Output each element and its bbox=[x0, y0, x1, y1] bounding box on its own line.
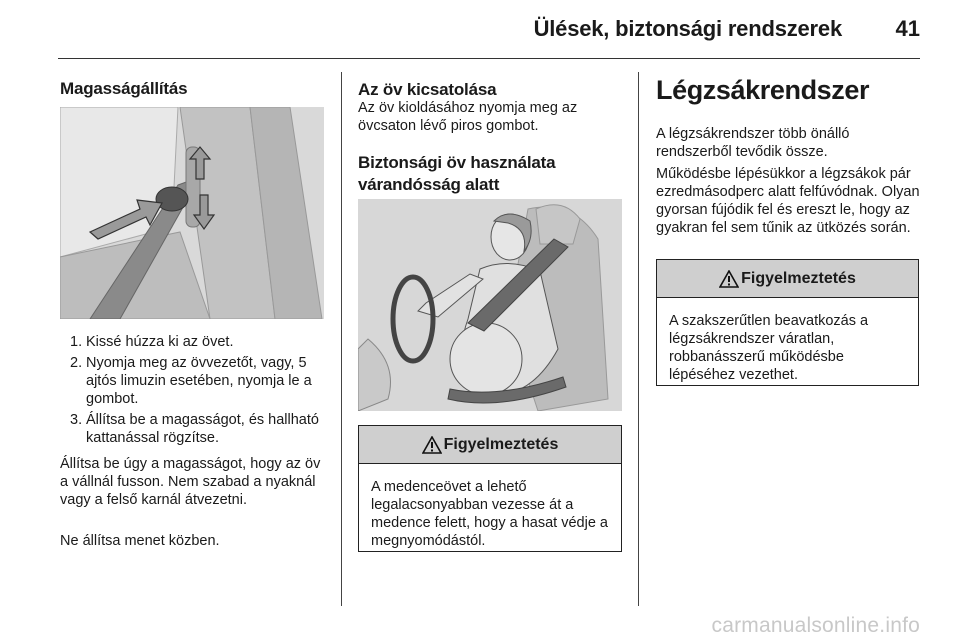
site-watermark: carmanualsonline.info bbox=[711, 614, 920, 637]
section-heading-airbag: Légzsákrendszer bbox=[656, 75, 870, 105]
section-heading-unbuckle: Az öv kicsatolása bbox=[358, 80, 497, 99]
list-item bbox=[60, 354, 332, 408]
step-number: 2. bbox=[70, 355, 83, 371]
warning-header bbox=[657, 260, 918, 298]
paragraph-unbuckle: Az öv kioldásához nyomja meg az övcsaton lévő piros gombot. bbox=[358, 100, 578, 134]
page-number: 41 bbox=[895, 16, 920, 41]
paragraph-airbag-deploy: Működésbe lépésükkor a légzsákok pár ezredmásodperc alatt felfúvódnak. Olyan gyorsan fújódik fel és ereszt le, hogy az gyakran fel sem tűnik az ütközés során. bbox=[656, 166, 920, 236]
warning-text: A medenceövet a lehető legalacsonyabban vezesse át a medence felett, hogy a hasat védje a megnyomódástól. bbox=[371, 479, 608, 549]
section-heading-pregnancy: Biztonsági öv használata várandósság alatt bbox=[358, 153, 556, 194]
step-text: Nyomja meg az övvezetőt, vagy, 5 ajtós limuzin esetében, nyomja le a gombot. bbox=[86, 355, 312, 407]
step-number: 1. bbox=[70, 334, 83, 350]
paragraph-airbag-system: A légzsákrendszer több önálló rendszerből tevődik össze. bbox=[656, 126, 850, 160]
step-text: Kissé húzza ki az övet. bbox=[86, 334, 234, 350]
page-header bbox=[0, 0, 960, 62]
figure-pregnant-belt-use bbox=[358, 199, 622, 411]
warning-box-airbag bbox=[656, 259, 919, 386]
list-item bbox=[60, 333, 332, 351]
paragraph-no-adjust-driving: Ne állítsa menet közben. bbox=[60, 533, 220, 549]
step-number: 3. bbox=[70, 412, 83, 428]
warning-title: Figyelmeztetés bbox=[443, 435, 559, 453]
adjust-steps-list bbox=[60, 333, 332, 450]
belt-height-adjuster-illustration bbox=[60, 107, 324, 319]
page-title: Ülések, biztonsági rendszerek bbox=[533, 16, 842, 41]
list-item bbox=[60, 411, 332, 447]
warning-triangle-icon bbox=[719, 270, 739, 288]
step-text: Állítsa be a magasságot, és hallható kattanással rögzítse. bbox=[86, 412, 319, 446]
header-divider bbox=[58, 58, 920, 59]
warning-header bbox=[359, 426, 621, 464]
pregnant-driver-illustration bbox=[358, 199, 622, 411]
warning-text: A szakszerűtlen beavatkozás a légzsákrendszer váratlan, robbanásszerű működésbe lépéséhez vezethet. bbox=[669, 313, 869, 383]
warning-triangle-icon bbox=[422, 436, 442, 454]
warning-title: Figyelmeztetés bbox=[741, 269, 856, 287]
paragraph-height-guidance: Állítsa be úgy a magasságot, hogy az öv a vállnál fusson. Nem szabad a nyaknál vagy a felső karnál átvezetni. bbox=[60, 456, 321, 508]
section-heading-height-adjust: Magasságállítás bbox=[60, 79, 188, 98]
warning-box-pregnancy bbox=[358, 425, 622, 552]
figure-belt-height-adjuster bbox=[60, 107, 324, 319]
column-divider-2 bbox=[638, 72, 639, 606]
column-divider-1 bbox=[341, 72, 342, 606]
